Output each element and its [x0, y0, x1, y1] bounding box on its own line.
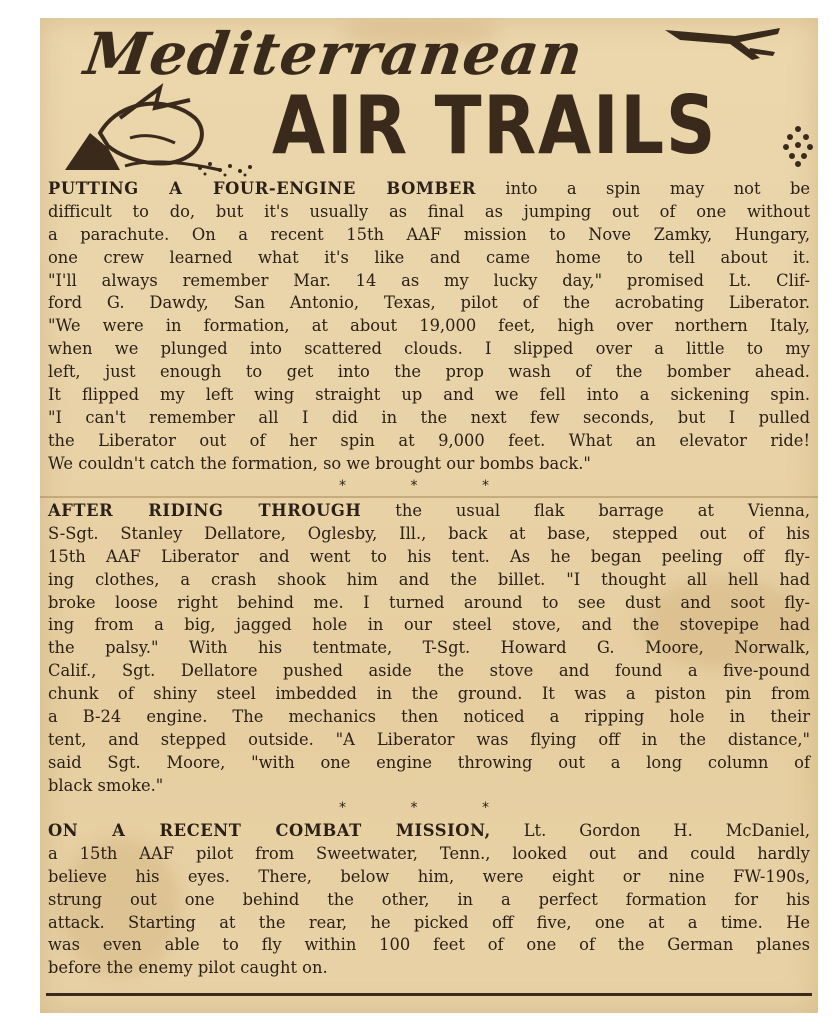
wing-emblem-icon — [60, 78, 260, 178]
article-line: ing clothes, a crash shook him and the billet. "I thought all hell had — [48, 569, 810, 589]
article-3 — [48, 820, 810, 980]
article-line: ing from a big, jagged hole in our steel stove, and the stovepipe had — [48, 615, 810, 635]
foliage-icon — [780, 123, 816, 168]
article-2 — [48, 500, 810, 798]
article-line: ON A RECENT COMBAT MISSION, Lt. Gordon H. McDaniel, — [48, 821, 810, 840]
article-line: one crew learned what it's like and came home to tell about it. — [48, 247, 810, 267]
article-1-lead: PUTTING A FOUR-ENGINE BOMBER — [48, 179, 476, 198]
article-line: was even able to fly within 100 feet of one of the German planes — [48, 935, 810, 955]
article-line: chunk of shiny steel imbedded in the ground. It was a piston pin from — [48, 684, 810, 704]
paper-crease — [40, 496, 818, 498]
article-line: S-Sgt. Stanley Dellatore, Oglesby, Ill., back at base, stepped out of his — [48, 523, 810, 543]
article-line: the palsy." With his tentmate, T-Sgt. Howard G. Moore, Norwalk, — [48, 638, 810, 658]
masthead — [40, 18, 818, 178]
article-line: 15th AAF Liberator and went to his tent. As he began peeling off fly- — [48, 546, 810, 566]
article-line: ford G. Dawdy, San Antonio, Texas, pilot of the acrobating Liberator. — [48, 293, 810, 313]
article-line: We couldn't catch the formation, so we brought our bombs back." — [48, 453, 591, 473]
article-line: "I'll always remember Mar. 14 as my lucky day," promised Lt. Clif- — [48, 270, 810, 290]
newspaper-clipping — [40, 18, 818, 1013]
article-line: "I can't remember all I did in the next few seconds, but I pulled — [48, 407, 810, 427]
article-line: black smoke." — [48, 775, 164, 795]
section-separator: * * * — [339, 800, 519, 816]
article-line: tent, and stepped outside. "A Liberator was flying off in the distance," — [48, 729, 810, 749]
article-3-lead: ON A RECENT COMBAT MISSION, — [48, 821, 491, 840]
article-line: said Sgt. Moore, "with one engine throwing out a long column of — [48, 752, 810, 772]
article-line: strung out one behind the other, in a perfect formation for his — [48, 889, 810, 909]
article-line: left, just enough to get into the prop wash of the bomber ahead. — [48, 362, 810, 382]
article-line: It flipped my left wing straight up and we fell into a sickening spin. — [48, 385, 810, 405]
article-line: broke loose right behind me. I turned around to see dust and soot fly- — [48, 592, 810, 612]
article-line: difficult to do, but it's usually as final as jumping out of one without — [48, 201, 810, 221]
masthead-script-title: Mediterranean — [80, 20, 588, 88]
bottom-rule — [46, 993, 812, 996]
article-line: "We were in formation, at about 19,000 feet, high over northern Italy, — [48, 316, 810, 336]
article-line: attack. Starting at the rear, he picked off five, one at a time. He — [48, 912, 810, 932]
article-line: before the enemy pilot caught on. — [48, 958, 328, 978]
masthead-block-title: AIR TRAILS — [272, 79, 718, 172]
article-line: a B-24 engine. The mechanics then noticed a ripping hole in their — [48, 707, 810, 727]
article-line: AFTER RIDING THROUGH the usual flak barrage at Vienna, — [48, 501, 811, 520]
airplane-icon — [660, 18, 790, 68]
article-1 — [48, 178, 810, 476]
article-line: a parachute. On a recent 15th AAF mission to Nove Zamky, Hungary, — [48, 224, 810, 244]
article-line: the Liberator out of her spin at 9,000 feet. What an elevator ride! — [48, 430, 810, 450]
article-line: a 15th AAF pilot from Sweetwater, Tenn., looked out and could hardly — [48, 843, 810, 863]
article-line: when we plunged into scattered clouds. I slipped over a little to my — [48, 339, 810, 359]
section-separator: * * * — [339, 478, 519, 494]
article-line: Calif., Sgt. Dellatore pushed aside the stove and found a five-pound — [48, 661, 810, 681]
article-2-lead: AFTER RIDING THROUGH — [48, 501, 362, 520]
article-line: PUTTING A FOUR-ENGINE BOMBER into a spin may not be — [48, 179, 811, 198]
article-line: believe his eyes. There, below him, were eight or nine FW-190s, — [48, 866, 810, 886]
